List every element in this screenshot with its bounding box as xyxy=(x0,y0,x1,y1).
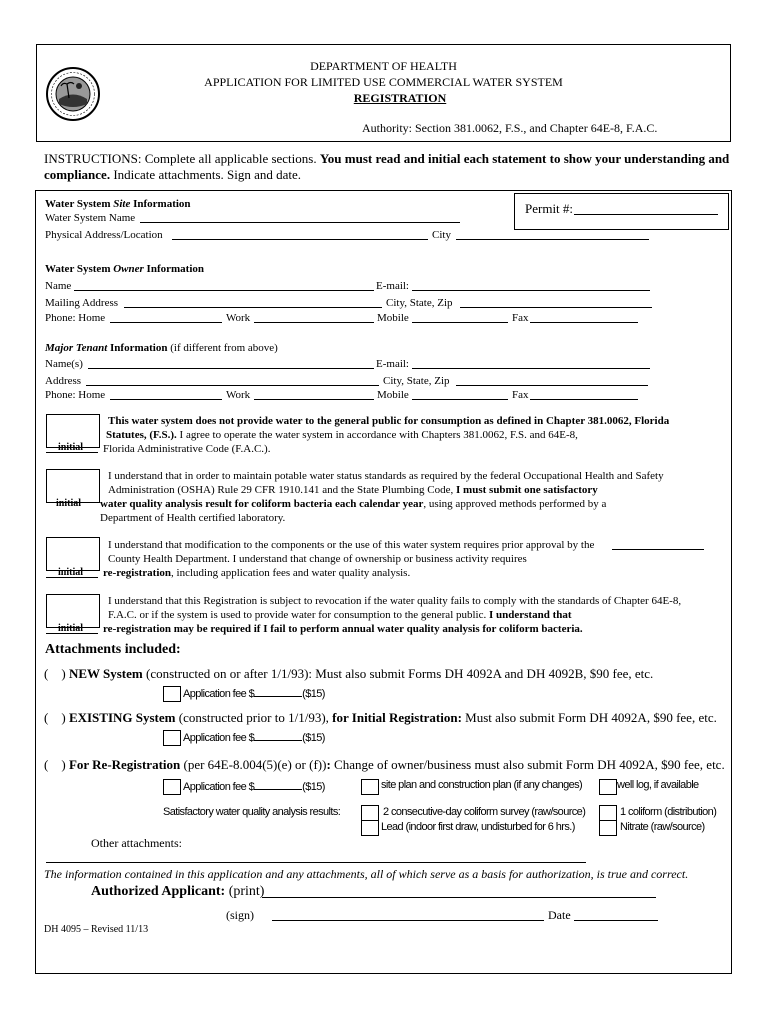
owner-mailing-field[interactable] xyxy=(124,307,382,308)
owner-work-field[interactable] xyxy=(254,322,374,323)
site-name-field[interactable] xyxy=(140,222,460,223)
tenant-work-field[interactable] xyxy=(254,399,374,400)
form-number: DH 4095 – Revised 11/13 xyxy=(44,924,149,935)
tenant-heading: Major Tenant Information (if different from above) xyxy=(45,342,278,354)
tenant-csz-field[interactable] xyxy=(456,385,648,386)
initial-label-3: initial xyxy=(58,567,84,578)
coliform-survey-checkbox[interactable] xyxy=(361,805,379,821)
statement-3-line-1: I understand that modification to the components or the use of this water system requires prior approval by the xyxy=(108,539,595,551)
new-fee-label: Application fee $ ($15) xyxy=(183,688,325,700)
owner-name-field[interactable] xyxy=(74,290,374,291)
owner-fax-field[interactable] xyxy=(530,322,638,323)
new-system-row: ( ) NEW System (constructed on or after 1/1/93): Must also submit Forms DH 4092A and DH 4092B, $90 fee, etc. xyxy=(44,666,654,681)
owner-work-label: Work xyxy=(226,312,251,324)
owner-name-label: Name xyxy=(45,280,72,292)
statement-1-line-1: This water system does not provide water to the general public for consumption as defined in Chapter 381.0062, Florida xyxy=(108,415,670,427)
existing-fee-checkbox[interactable] xyxy=(163,730,181,746)
wq-results-label: Satisfactory water quality analysis results: xyxy=(163,806,341,818)
tenant-home-field[interactable] xyxy=(110,399,222,400)
rereg-fee-label: Application fee $ ($15) xyxy=(183,781,325,793)
coliform-survey-label: 2 consecutive-day coliform survey (raw/source) xyxy=(383,806,586,818)
owner-home-field[interactable] xyxy=(110,322,222,323)
applicant-print-field[interactable] xyxy=(262,897,656,898)
owner-email-label: E-mail: xyxy=(376,280,409,292)
tenant-mobile-field[interactable] xyxy=(412,399,508,400)
owner-csz-field[interactable] xyxy=(460,307,652,308)
tenant-work-label: Work xyxy=(226,389,251,401)
applicant-print-row: Authorized Applicant: (print) xyxy=(91,884,265,899)
lead-checkbox[interactable] xyxy=(361,820,379,836)
owner-mailing-label: Mailing Address xyxy=(45,297,119,309)
tenant-email-field[interactable] xyxy=(412,368,650,369)
tenant-fax-label: Fax xyxy=(512,389,529,401)
statement-1-line-3: Florida Administrative Code (F.A.C.). xyxy=(103,443,271,455)
tenant-mobile-label: Mobile xyxy=(377,389,409,401)
existing-fee-label: Application fee $ ($15) xyxy=(183,732,325,744)
statement-4-line-3: re-registration may be required if I fail to perform annual water quality analysis for coliform bacteria. xyxy=(103,623,583,635)
statement-2-line-2: Administration (OSHA) Rule 29 CFR 1910.141 and the State Plumbing Code, I must submit one satisfactory xyxy=(108,484,598,496)
site-name-label: Water System Name xyxy=(45,212,136,224)
initial-label-2: initial xyxy=(56,498,82,509)
site-city-field[interactable] xyxy=(456,239,649,240)
tenant-names-field[interactable] xyxy=(88,368,374,369)
well-log-label: well log, if available xyxy=(617,779,699,791)
owner-heading: Water System Owner Information xyxy=(45,263,204,275)
site-city-label: City xyxy=(432,229,451,241)
tenant-home-label: Phone: Home xyxy=(45,389,106,401)
attachments-heading: Attachments included: xyxy=(45,642,181,657)
lead-label: Lead (indoor first draw, undisturbed for 6 hrs.) xyxy=(381,821,575,833)
permit-label: Permit #: xyxy=(525,201,574,216)
existing-system-row: ( ) EXISTING System (constructed prior to 1/1/93), for Initial Registration: Must also submit Form DH 4092A, $90 fee, etc. xyxy=(44,710,717,725)
site-heading: Water System Site Information xyxy=(45,198,191,210)
tenant-fax-field[interactable] xyxy=(530,399,638,400)
site-address-field[interactable] xyxy=(172,239,428,240)
owner-mobile-field[interactable] xyxy=(412,322,508,323)
initial-label-4: initial xyxy=(58,623,84,634)
tenant-csz-label: City, State, Zip xyxy=(383,375,450,387)
tenant-names-label: Name(s) xyxy=(45,358,83,370)
statement-3-line-2: County Health Department. I understand that change of ownership or business activity requires xyxy=(108,553,527,565)
coliform-dist-checkbox[interactable] xyxy=(599,805,617,821)
statement-4-line-1: I understand that this Registration is subject to revocation if the water quality fails to comply with the standards of Chapter 64E-8, xyxy=(108,595,682,607)
dept-title: DEPARTMENT OF HEALTH xyxy=(310,59,457,73)
coliform-dist-label: 1 coliform (distribution) xyxy=(620,806,717,818)
reregistration-row: ( ) For Re-Registration (per 64E-8.004(5)(e) or (f)): Change of owner/business must also submit Form DH 4092A, $90 fee, etc. xyxy=(44,757,725,772)
date-label: Date xyxy=(548,908,571,922)
statement-1-line-2: Statutes, (F.S.). I agree to operate the water system in accordance with Chapters 381.0062, F.S. and 64E-8, xyxy=(106,429,578,441)
instructions: INSTRUCTIONS: Complete all applicable sections. You must read and initial each statement to show your understanding and xyxy=(44,151,730,166)
instructions-cont: compliance. Indicate attachments. Sign and date. xyxy=(44,167,302,182)
registration-title: REGISTRATION xyxy=(353,91,447,105)
sign-label: (sign) xyxy=(226,908,254,922)
tenant-address-label: Address xyxy=(45,375,82,387)
certification-text: The information contained in this application and any attachments, all of which serve as a basis for authorization, is true and correct. xyxy=(44,867,689,881)
initial-line-3 xyxy=(46,577,98,578)
initial-label-1: initial xyxy=(58,442,84,453)
new-fee-checkbox[interactable] xyxy=(163,686,181,702)
owner-fax-label: Fax xyxy=(512,312,529,324)
date-field[interactable] xyxy=(574,920,658,921)
statement-4-line-2: F.A.C. or if the system is used to provide water for consumption to the general public. I understand that xyxy=(108,609,572,621)
nitrate-checkbox[interactable] xyxy=(599,820,617,836)
authority-line: Authority: Section 381.0062, F.S., and Chapter 64E-8, F.A.C. xyxy=(362,121,658,135)
statement-3-line-3: re-registration, including application fees and water quality analysis. xyxy=(103,567,411,579)
statement-2-line-1: I understand that in order to maintain potable water status standards as required by the federal Occupational Health and Safety xyxy=(108,470,664,482)
statement-2-line-3: water quality analysis result for coliform bacteria each calendar year, using approved methods performed by a xyxy=(100,498,607,510)
rereg-fee-checkbox[interactable] xyxy=(163,779,181,795)
initial-line-4 xyxy=(46,633,98,634)
tenant-email-label: E-mail: xyxy=(376,358,409,370)
well-log-checkbox[interactable] xyxy=(599,779,617,795)
county-field[interactable] xyxy=(612,549,704,550)
owner-home-label: Phone: Home xyxy=(45,312,106,324)
tenant-address-field[interactable] xyxy=(86,385,379,386)
site-address-label: Physical Address/Location xyxy=(45,229,163,241)
nitrate-label: Nitrate (raw/source) xyxy=(620,821,705,833)
initial-line-1 xyxy=(46,452,98,453)
site-plan-checkbox[interactable] xyxy=(361,779,379,795)
other-attachments-label: Other attachments: xyxy=(91,836,182,850)
initial-box-3[interactable] xyxy=(46,537,100,571)
owner-email-field[interactable] xyxy=(412,290,650,291)
site-plan-label: site plan and construction plan (if any changes) xyxy=(381,779,583,791)
permit-input[interactable] xyxy=(574,214,718,215)
statement-2-line-4: Department of Health certified laboratory. xyxy=(100,512,286,524)
signature-field[interactable] xyxy=(272,920,544,921)
owner-csz-label: City, State, Zip xyxy=(386,297,453,309)
other-attachments-field[interactable] xyxy=(46,862,586,863)
owner-mobile-label: Mobile xyxy=(377,312,409,324)
application-title: APPLICATION FOR LIMITED USE COMMERCIAL WATER SYSTEM xyxy=(204,75,563,89)
